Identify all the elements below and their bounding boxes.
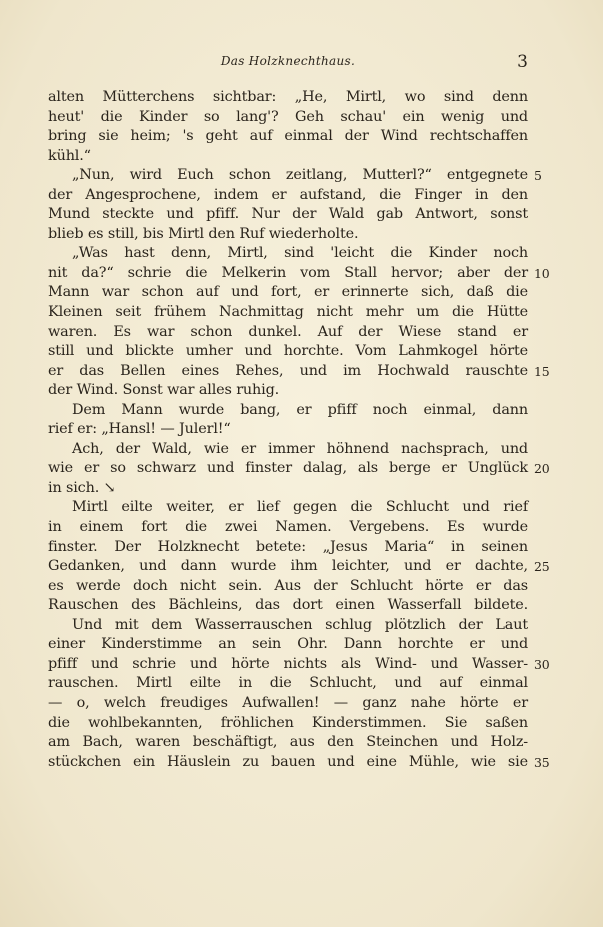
text-line-content: Dem Mann wurde bang, er pfiff noch einmal, dann <box>72 401 528 418</box>
text-line <box>48 440 528 460</box>
text-line <box>48 244 528 264</box>
text-line-content: stückchen ein Häuslein zu bauen und eine Mühle, wie sie <box>48 753 528 770</box>
text-line-content: rauschen. Mirtl eilte in die Schlucht, und auf einmal <box>48 675 528 692</box>
text-line-content: Kleinen seit frühem Nachmittag nicht mehr um die Hütte <box>48 304 528 321</box>
text-line <box>48 147 528 167</box>
text-line <box>48 498 528 518</box>
text-line <box>48 225 528 245</box>
text-line <box>48 518 528 538</box>
text-line-content: finster. Der Holzknecht betete: „Jesus Maria“ in seinen <box>48 538 528 555</box>
text-line <box>48 108 528 128</box>
body-text <box>48 88 550 772</box>
text-line-content: Gedanken, und dann wurde ihm leichter, und er dachte, <box>48 558 528 575</box>
text-line-content: Rauschen des Bächleins, das dort einen Wasserfall bildete. <box>48 597 528 614</box>
text-line-content: kühl.“ <box>48 147 91 164</box>
line-number: 5 <box>534 168 542 184</box>
text-line <box>48 694 528 714</box>
text-line-content: der Wind. Sonst war alles ruhig. <box>48 382 280 399</box>
text-line-content: alten Mütterchens sichtbar: „He, Mirtl, wo sind denn <box>48 89 528 105</box>
text-line-content: still und blickte umher und horchte. Vom Lahmkogel hörte <box>48 343 528 360</box>
text-line-content: bring sie heim; 's geht auf einmal der Wind rechtschaffen <box>48 128 528 145</box>
text-line <box>48 88 528 108</box>
text-line <box>48 635 528 655</box>
text-line <box>48 459 550 479</box>
text-line <box>48 596 528 616</box>
text-line <box>48 264 550 284</box>
text-line <box>48 166 542 186</box>
text-line <box>48 733 528 753</box>
text-line-content: heut' die Kinder so lang'? Geh schau' ein wenig und <box>48 108 528 125</box>
text-line-content: waren. Es war schon dunkel. Auf der Wiese stand er <box>48 323 528 340</box>
text-line <box>48 342 528 362</box>
text-line <box>48 557 550 577</box>
text-line-content: nit da?“ schrie die Melkerin vom Stall hervor; aber der <box>48 264 528 281</box>
text-line-content: Mirtl eilte weiter, er lief gegen die Schlucht und rief <box>72 499 528 516</box>
text-line-content: rief er: „Hansl! — Julerl!“ <box>48 421 231 438</box>
text-line <box>48 283 528 303</box>
text-line-content: Ach, der Wald, wie er immer höhnend nachsprach, und <box>72 440 528 457</box>
text-line-content: Mann war schon auf und fort, er erinnerte sich, daß die <box>48 284 528 301</box>
text-line-content: wie er so schwarz und finster dalag, als berge er Unglück <box>48 460 528 477</box>
text-line-content: er das Bellen eines Rehes, und im Hochwald rauschte <box>48 362 528 379</box>
page-number: 3 <box>517 52 528 72</box>
text-line-content: es werde doch nicht sein. Aus der Schlucht hörte er das <box>48 577 528 594</box>
text-line-content: „Nun, wird Euch schon zeitlang, Mutterl?“ entgegnete <box>72 167 528 184</box>
text-line <box>48 714 528 734</box>
text-line <box>48 303 528 323</box>
text-line-content: in sich. ↘ <box>48 479 116 496</box>
text-line <box>48 186 528 206</box>
text-line-content: — o, welch freudiges Aufwallen! — ganz nahe hörte er <box>48 694 528 711</box>
text-line <box>48 127 528 147</box>
text-line-content: einer Kinderstimme an sein Ohr. Dann horchte er und <box>48 636 528 653</box>
text-line <box>48 655 550 675</box>
text-line-content: in einem fort die zwei Namen. Vergebens. Es wurde <box>48 519 528 536</box>
text-line <box>48 381 528 401</box>
text-line-content: blieb es still, bis Mirtl den Ruf wiederholte. <box>48 225 359 242</box>
text-line <box>48 538 528 558</box>
text-line <box>48 674 528 694</box>
text-line <box>48 616 528 636</box>
line-number: 15 <box>534 363 550 379</box>
text-line-content: die wohlbekannten, fröhlichen Kinderstimmen. Sie saßen <box>48 714 528 731</box>
text-line <box>48 420 528 440</box>
text-line-content: pfiff und schrie und hörte nichts als Wind- und Wasser- <box>48 655 528 672</box>
text-line <box>48 577 528 597</box>
text-line <box>48 479 528 499</box>
running-title: Das Holzknechthaus. <box>220 54 356 68</box>
text-line-content: Mund steckte und pfiff. Nur der Wald gab Antwort, sonst <box>48 206 528 223</box>
text-line-content: am Bach, waren beschäftigt, aus den Steinchen und Holz- <box>48 734 528 751</box>
line-number: 20 <box>534 461 550 477</box>
page-header <box>48 52 528 72</box>
text-line-content: „Was hast denn, Mirtl, sind 'leicht die Kinder noch <box>72 245 528 262</box>
line-number: 10 <box>534 265 550 281</box>
text-line <box>48 401 528 421</box>
text-line <box>48 362 550 382</box>
line-number: 35 <box>534 754 550 770</box>
line-number: 25 <box>534 559 550 575</box>
text-line <box>48 753 550 773</box>
text-line-content: der Angesprochene, indem er aufstand, die Finger in den <box>48 186 528 203</box>
text-line <box>48 323 528 343</box>
text-line <box>48 205 528 225</box>
line-number: 30 <box>534 656 550 672</box>
text-line-content: Und mit dem Wasserrauschen schlug plötzlich der Laut <box>72 616 528 633</box>
